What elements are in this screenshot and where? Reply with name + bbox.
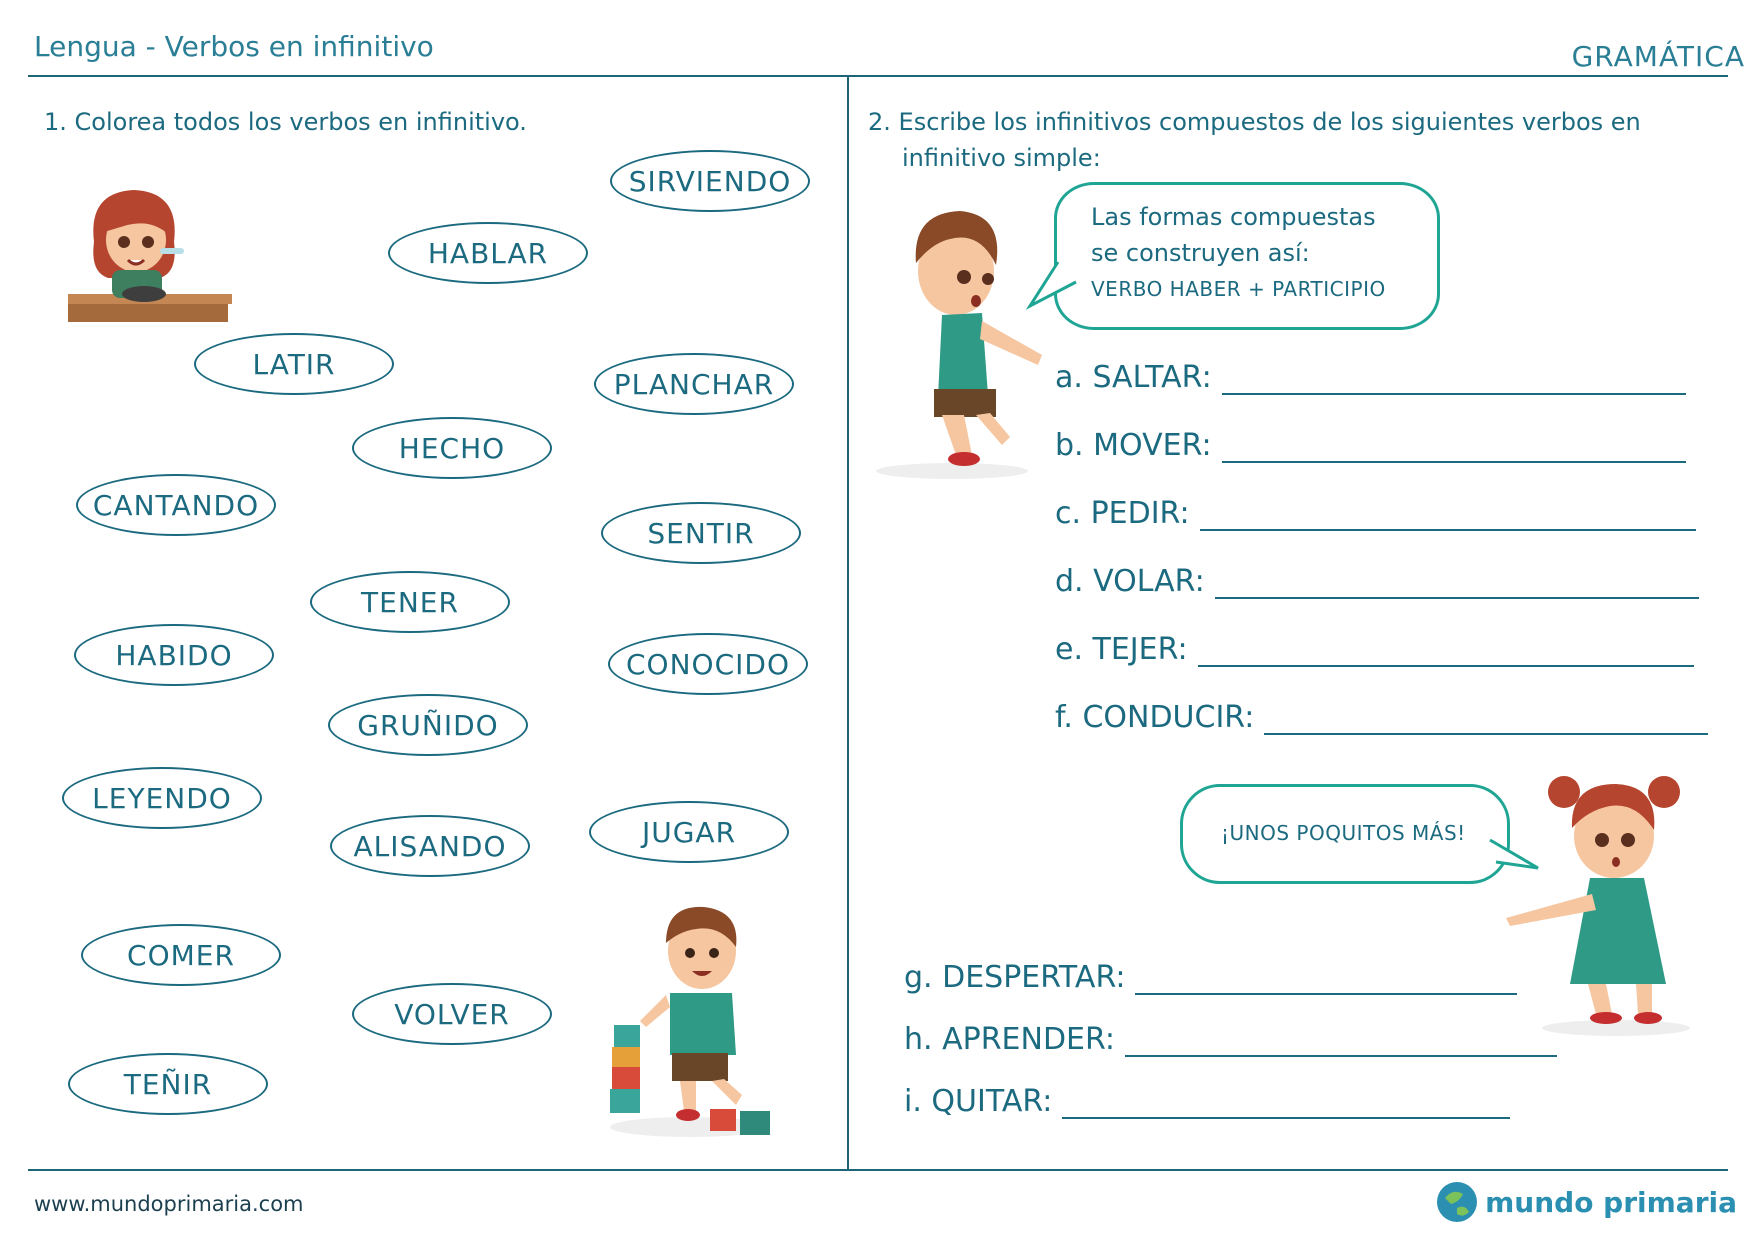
worksheet-title: Lengua - Verbos en infinitivo <box>34 30 434 63</box>
subject-label: GRAMÁTICA <box>1571 40 1745 73</box>
question-row <box>904 1022 1557 1057</box>
question-row <box>1055 428 1686 463</box>
hint-speech-bubble <box>1054 182 1440 330</box>
column-divider <box>847 75 849 1170</box>
word-oval[interactable]: PLANCHAR <box>594 353 794 415</box>
exercise2-instruction-line1: 2. Escribe los infinitivos compuestos de los siguientes verbos en <box>868 108 1641 136</box>
word-oval[interactable]: VOLVER <box>352 983 552 1045</box>
word-oval[interactable]: HECHO <box>352 417 552 479</box>
hint-line-2: se construyen así: <box>1091 239 1310 267</box>
hint-formula: VERBO HABER + PARTICIPIO <box>1091 277 1386 301</box>
answer-line[interactable] <box>1200 505 1696 531</box>
word-oval[interactable]: LEYENDO <box>62 767 262 829</box>
girl-squatting-illustration <box>1506 770 1702 1040</box>
word-oval[interactable]: TENER <box>310 571 510 633</box>
word-oval[interactable]: COMER <box>81 924 281 986</box>
more-text: ¡UNOS POQUITOS MÁS! <box>1221 821 1466 845</box>
more-speech-bubble <box>1180 784 1510 884</box>
answer-line[interactable] <box>1264 709 1708 735</box>
word-oval[interactable]: TEÑIR <box>68 1053 268 1115</box>
girl-eating-illustration <box>64 182 234 337</box>
exercise1-instruction: 1. Colorea todos los verbos en infinitivo. <box>44 108 527 136</box>
answer-line[interactable] <box>1222 437 1686 463</box>
question-row <box>1055 496 1696 531</box>
answer-line[interactable] <box>1222 369 1686 395</box>
word-oval[interactable]: SIRVIENDO <box>610 150 810 212</box>
answer-line[interactable] <box>1125 1031 1557 1057</box>
question-label: b. MOVER: <box>1055 428 1212 463</box>
question-label: f. CONDUCIR: <box>1055 700 1255 735</box>
question-row <box>904 960 1517 995</box>
boy-with-blocks-illustration <box>600 895 780 1145</box>
question-label: e. TEJER: <box>1055 632 1188 667</box>
header-divider <box>28 75 1728 77</box>
question-label: h. APRENDER: <box>904 1022 1116 1057</box>
exercise2-instruction-line2: infinitivo simple: <box>902 144 1101 172</box>
word-oval[interactable]: LATIR <box>194 333 394 395</box>
answer-line[interactable] <box>1215 573 1699 599</box>
question-row <box>1055 360 1686 395</box>
word-oval[interactable]: JUGAR <box>589 801 789 863</box>
answer-line[interactable] <box>1062 1093 1510 1119</box>
word-oval[interactable]: HABLAR <box>388 222 588 284</box>
word-oval[interactable]: ALISANDO <box>330 815 530 877</box>
answer-line[interactable] <box>1135 969 1517 995</box>
question-row <box>1055 632 1694 667</box>
word-oval[interactable]: CONOCIDO <box>608 633 808 695</box>
question-label: a. SALTAR: <box>1055 360 1212 395</box>
question-label: i. QUITAR: <box>904 1084 1053 1119</box>
word-oval[interactable]: HABIDO <box>74 624 274 686</box>
footer-url[interactable]: www.mundoprimaria.com <box>34 1192 304 1216</box>
footer-divider <box>28 1169 1728 1171</box>
hint-line-1: Las formas compuestas <box>1091 203 1376 231</box>
answer-line[interactable] <box>1198 641 1694 667</box>
bubble-tail <box>1028 262 1078 312</box>
question-label: c. PEDIR: <box>1055 496 1190 531</box>
brand-logo <box>1435 1180 1737 1224</box>
brand-name: mundo primaria <box>1485 1185 1737 1219</box>
question-row <box>1055 700 1708 735</box>
question-row <box>904 1084 1510 1119</box>
word-oval[interactable]: GRUÑIDO <box>328 694 528 756</box>
question-row <box>1055 564 1699 599</box>
globe-icon <box>1435 1180 1479 1224</box>
question-label: d. VOLAR: <box>1055 564 1205 599</box>
boy-squatting-illustration <box>872 205 1072 485</box>
word-oval[interactable]: SENTIR <box>601 502 801 564</box>
question-label: g. DESPERTAR: <box>904 960 1126 995</box>
word-oval[interactable]: CANTANDO <box>76 474 276 536</box>
